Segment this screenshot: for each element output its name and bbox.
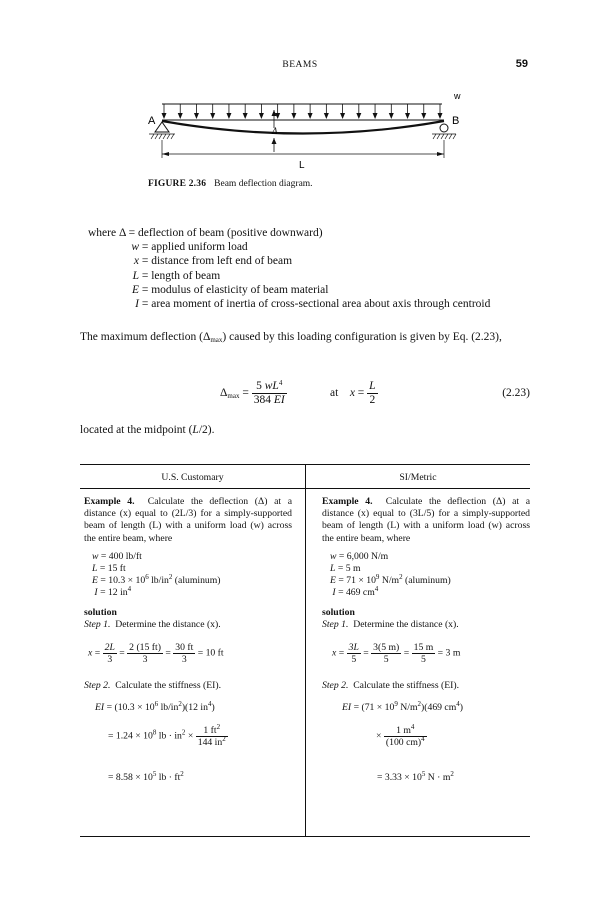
distance-equation: x = $\frac{3L}{5}$ = $\frac{3(5 m)}{5}$ = $\frac{15 m}{5}$ = 3 m	[332, 642, 461, 665]
load-arrow-head	[308, 113, 313, 119]
given-value: $E = 71 \times 10^9$ $N/m^2$ (aluminum)	[330, 573, 451, 587]
definition-symbol: Δ	[118, 227, 126, 239]
eq-x-num: L	[369, 380, 376, 392]
definition-symbol: x	[133, 255, 139, 268]
step-2: Step 2. Calculate the stiffness (EI).	[322, 680, 460, 691]
load-arrow-head	[340, 113, 345, 119]
load-arrow-head	[162, 113, 167, 119]
load-arrow-head	[438, 113, 443, 119]
definitions-intro: where	[88, 227, 117, 239]
load-arrow-head	[243, 113, 248, 119]
figure-label-delta: Δ	[272, 126, 278, 136]
given-value: L = 5 m	[330, 563, 361, 575]
step-1: Step 1. Determine the distance (x).	[84, 618, 221, 630]
figure-caption-text: Beam deflection diagram.	[214, 179, 313, 189]
definition-text: = applied uniform load	[141, 241, 248, 254]
column-us-customary	[84, 496, 292, 836]
definition-symbol: w	[131, 241, 139, 254]
definition-text: = distance from left end of beam	[141, 255, 293, 268]
load-arrow-head	[356, 113, 361, 119]
load-arrow-head	[259, 113, 264, 119]
example-text: Calculate the deflection (Δ) at a distance (x) equal to (3L/5) for a simply-supported beam of length (L) with a uniform load (w) across the entire beam, where	[322, 496, 530, 544]
definitions-list	[88, 226, 490, 311]
eq-lhs: Δ	[220, 387, 228, 400]
load-arrows	[162, 104, 443, 119]
equation-body	[220, 380, 287, 407]
eq-at: at	[330, 387, 339, 400]
example-paragraph	[322, 496, 530, 545]
figure-label-w: w	[454, 91, 461, 101]
stiffness-line-3: = $3.33 \times 10^5$ $N \cdot m^2$	[377, 770, 454, 783]
definition-symbol: L	[132, 269, 139, 282]
support-b	[440, 124, 448, 132]
figure-caption-label: FIGURE 2.36	[148, 179, 207, 189]
given-value: I = 469 $cm^4$	[332, 585, 379, 599]
column-si-metric	[322, 496, 530, 836]
load-arrow-head	[373, 113, 378, 119]
distance-equation: x = $\frac{2L}{3}$ = $\frac{2 (15 ft)}{3}$ = $\frac{30 ft}{3}$ = 10 ft	[88, 642, 224, 665]
eq-x: x	[349, 387, 355, 400]
equation-condition	[330, 380, 378, 407]
eq-num-exp: 4	[278, 379, 283, 387]
example-paragraph	[84, 496, 292, 545]
definition-row	[88, 240, 490, 254]
eq-x-equals: =	[357, 387, 365, 400]
located-text: /2).	[198, 424, 215, 436]
eq-lhs-sub: max	[227, 392, 240, 401]
running-header: BEAMS	[282, 60, 318, 70]
figure-caption	[148, 179, 313, 189]
table-column-divider	[305, 464, 306, 836]
example-text: Calculate the deflection (Δ) at a distance (x) equal to (2L/3) for a simply-supported beam of length (L) with a uniform load (w) across the entire beam, where	[84, 496, 292, 544]
dim-arrow-right	[437, 152, 444, 156]
located-text: located at the midpoint (	[80, 424, 193, 436]
eq-main-fraction	[252, 380, 287, 407]
beam-diagram	[140, 86, 470, 174]
eq-num-coef: 5	[256, 380, 262, 392]
paragraph-sub: max	[210, 336, 223, 344]
equation-number: (2.23)	[502, 387, 530, 399]
stiffness-line-2: = $1.24 \times 10^8$ lb · $in^2$ × $\frac{1 ft^2}{144 in^2}$	[108, 723, 226, 748]
given-value: I = 12 $in^4$	[94, 585, 132, 599]
definition-text: = length of beam	[141, 269, 221, 282]
support-a	[155, 122, 169, 132]
eq-den-var: EI	[273, 394, 285, 406]
load-arrow-head	[226, 113, 231, 119]
stiffness-line-3: = $8.58 \times 10^5$ lb · $ft^2$	[108, 770, 184, 783]
column-header-si: SI/Metric	[399, 472, 437, 483]
load-arrow-head	[389, 113, 394, 119]
given-values	[92, 551, 292, 600]
definition-row	[88, 283, 490, 297]
midpoint-arrow-up	[272, 138, 277, 144]
load-arrow-head	[210, 113, 215, 119]
given-value: $E = 10.3 \times 10^6$ $lb/in^2$ (aluminum)	[92, 573, 221, 587]
body-paragraph	[80, 330, 530, 345]
definition-row	[88, 297, 490, 311]
definition-row	[88, 269, 490, 283]
paragraph-delta: Δ	[202, 331, 211, 343]
paragraph-text: ) caused by this loading configuration is given by Eq. (2.23),	[222, 331, 502, 343]
located-var: L	[192, 424, 199, 436]
example-label: Example 4.	[84, 496, 135, 507]
load-arrow-head	[194, 113, 199, 119]
given-values	[330, 551, 530, 600]
eq-den: 384	[253, 394, 271, 406]
given-value: w = 400 lb/ft	[92, 550, 142, 562]
table-bottom-rule	[80, 836, 530, 837]
eq-x-den: 2	[369, 394, 376, 406]
definition-row	[88, 254, 490, 268]
located-sentence	[80, 424, 214, 436]
eq-x-fraction	[367, 380, 377, 407]
load-arrow-head	[291, 113, 296, 119]
ground-hatch-a	[149, 134, 175, 139]
paragraph-text: The maximum deflection (	[80, 331, 203, 343]
column-header-us: U.S. Customary	[161, 472, 224, 483]
definition-row	[88, 226, 490, 240]
stiffness-line-1: EI = ($71 \times 10^9$ $N/m^2)(469$ $cm^4$)	[342, 700, 464, 713]
load-arrow-head	[421, 113, 426, 119]
load-arrow-head	[178, 113, 183, 119]
stiffness-line-2: × $\frac{1 m^4}{(100 cm)^4}$	[376, 723, 425, 748]
definition-text: = modulus of elasticity of beam material	[141, 283, 329, 296]
definition-text: = deflection of beam (positive downward)	[128, 227, 323, 239]
deflection-curve	[162, 121, 444, 134]
figure-label-b: B	[452, 115, 460, 127]
figure-label-l: L	[299, 160, 305, 171]
eq-equals: =	[242, 387, 249, 400]
given-value: w = 6,000 N/m	[330, 550, 389, 562]
figure-label-a: A	[148, 115, 156, 127]
load-arrow-head	[405, 113, 410, 119]
solution-heading: solution	[84, 606, 117, 618]
step-2: Step 2. Calculate the stiffness (EI).	[84, 680, 222, 691]
load-arrow-head	[324, 113, 329, 119]
dim-arrow-left	[162, 152, 169, 156]
solution-heading: solution	[322, 606, 355, 618]
definition-symbol: E	[131, 283, 139, 296]
equation-2-23	[80, 372, 530, 414]
definition-symbol: I	[135, 298, 139, 311]
example-label: Example 4.	[322, 496, 373, 507]
ground-hatch-b	[432, 134, 456, 139]
eq-num-var: wL	[264, 380, 279, 392]
definition-text: = area moment of inertia of cross-sectional area about axis through centroid	[141, 298, 491, 311]
stiffness-line-1: EI = ($10.3 \times 10^6$ $lb/in^2)(12$ $in^4$)	[95, 700, 215, 713]
step-1: Step 1. Determine the distance (x).	[322, 618, 459, 630]
given-value: L = 15 ft	[92, 563, 126, 575]
page-number: 59	[515, 58, 528, 70]
